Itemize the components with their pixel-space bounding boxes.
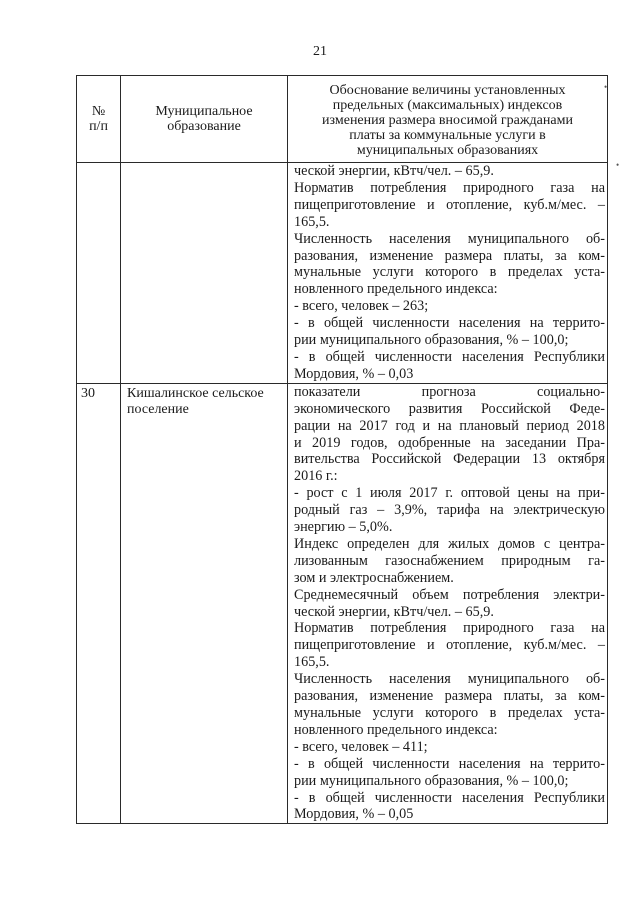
justification-line: - в общей численности населения Республики <box>294 348 605 365</box>
justification-line: и 2019 годов, одобренные на заседании Пра- <box>294 434 605 451</box>
justification-line: мунальные услуги которого в пределах уста- <box>294 705 605 721</box>
justification-line: рии муниципального образования, % – 100,0; <box>294 772 569 789</box>
header-municipality-line-2: образование <box>167 119 241 134</box>
justification-line: Мордовия, % – 0,03 <box>294 365 414 382</box>
justification-line: Численность населения муниципального об- <box>294 230 605 247</box>
justification-line: экономического развития Российской Феде- <box>294 400 605 417</box>
justification-line: рии муниципального образования, % – 100,0; <box>294 332 569 349</box>
row-justification-text <box>294 163 605 383</box>
table-header-row <box>77 76 608 163</box>
margin-mark: • <box>616 160 620 170</box>
justification-line: - всего, человек – 263; <box>294 298 429 315</box>
page-number: 21 <box>313 44 327 59</box>
justification-line: Мордовия, % – 0,05 <box>294 806 414 823</box>
justification-line: - рост с 1 июля 2017 г. оптовой цены на при- <box>294 485 605 502</box>
row-justification-text <box>294 384 605 824</box>
municipality-name-line-1: Кишалинское сельское <box>127 385 264 401</box>
justification-line: пищеприготовление и отопление, куб.м/мес. – <box>294 637 605 654</box>
table-row-30 <box>77 383 608 824</box>
justification-line: энергию – 5,0%. <box>294 519 393 536</box>
justification-line: рации на 2017 год и на плановый период 2018 <box>294 417 605 434</box>
row-municipality-cell <box>121 383 288 824</box>
justification-line: лизованным газоснабжением природным га- <box>294 552 605 569</box>
justification-line: ческой энергии, кВтч/чел. – 65,9. <box>294 603 494 620</box>
row-num-cell <box>77 163 121 384</box>
row-municipality-cell <box>121 163 288 384</box>
justification-line: Численность населения муниципального об- <box>294 671 605 688</box>
header-num-line-1: № <box>91 104 106 119</box>
header-justification-line-4: платы за коммунальные услуги в <box>349 128 546 143</box>
justification-line: новленного предельного индекса: <box>294 721 498 738</box>
justification-line: разования, изменение размера платы, за ком- <box>294 688 605 705</box>
justification-line: вительства Российской Федерации 13 октября <box>294 451 605 468</box>
justification-line: - всего, человек – 411; <box>294 738 428 755</box>
row-justification-cell <box>288 163 608 384</box>
margin-mark: • <box>604 82 608 92</box>
justification-line: 2016 г.: <box>294 468 338 485</box>
justification-line: зом и электроснабжением. <box>294 569 454 586</box>
justification-line: родный газ – 3,9%, тарифа на электрическую <box>294 502 605 519</box>
header-justification-line-2: предельных (максимальных) индексов <box>332 98 563 113</box>
justification-line: Норматив потребления природного газа на <box>294 179 605 196</box>
justification-line: - в общей численности населения на террито- <box>294 315 605 332</box>
justification-line: Среднемесячный объем потребления электри- <box>294 586 605 603</box>
justification-line: ческой энергии, кВтч/чел. – 65,9. <box>294 163 494 179</box>
row-num-cell: 30 <box>77 383 121 824</box>
header-justification <box>288 76 608 163</box>
justification-line: - в общей численности населения на террито- <box>294 755 605 772</box>
header-municipality <box>121 76 288 163</box>
header-num-line-2: п/п <box>89 119 108 134</box>
municipality-name-line-2: поселение <box>127 401 189 417</box>
justification-line: показатели прогноза социально- <box>294 383 605 400</box>
justification-line: разования, изменение размера платы, за ком- <box>294 247 605 264</box>
justification-line: 165,5. <box>294 654 330 671</box>
justification-line: пищеприготовление и отопление, куб.м/мес. – <box>294 196 605 213</box>
header-num <box>77 76 121 163</box>
justification-line: Индекс определен для жилых домов с центра- <box>294 535 605 552</box>
justification-line: новленного предельного индекса: <box>294 281 498 298</box>
justification-line: Норматив потребления природного газа на <box>294 620 605 637</box>
justification-line: мунальные услуги которого в пределах уста- <box>294 264 605 281</box>
row-justification-cell <box>288 383 608 824</box>
justification-line: 165,5. <box>294 213 330 230</box>
header-justification-line-1: Обоснование величины установленных <box>329 83 566 98</box>
indices-table <box>76 75 608 824</box>
header-municipality-line-1: Муниципальное <box>155 104 253 119</box>
table-row-continuation <box>77 163 608 384</box>
header-justification-line-5: муниципальных образованиях <box>356 143 539 158</box>
justification-line: - в общей численности населения Республики <box>294 789 605 806</box>
header-justification-line-3: изменения размера вносимой гражданами <box>322 113 573 128</box>
